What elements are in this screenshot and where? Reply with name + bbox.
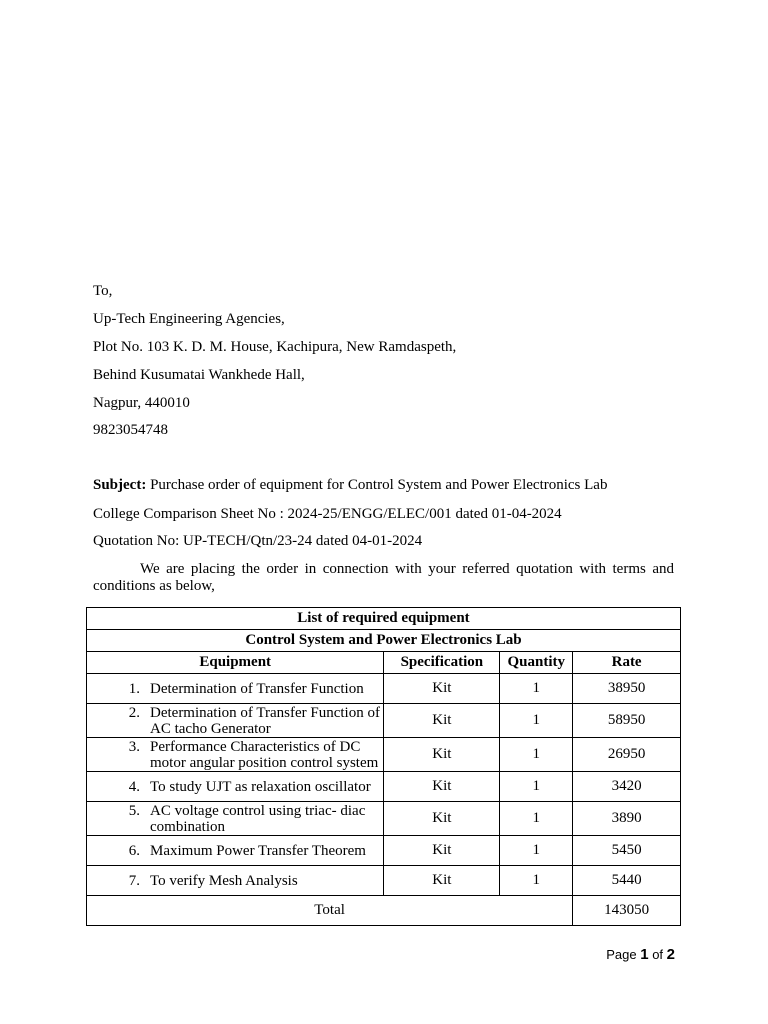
recipient-phone: 9823054748: [93, 422, 168, 438]
total-pages: 2: [666, 946, 675, 963]
column-header-equipment: Equipment: [87, 652, 384, 674]
row-equipment: AC voltage control using triac- diac combination: [150, 802, 366, 835]
row-quantity: 1: [500, 738, 573, 772]
row-number: 1.: [128, 680, 140, 697]
recipient-salutation: To,: [93, 283, 113, 299]
row-equipment: Maximum Power Transfer Theorem: [150, 842, 366, 859]
column-header-rate: Rate: [573, 652, 681, 674]
table-title: List of required equipment: [87, 608, 681, 630]
row-rate: 3420: [573, 772, 681, 802]
row-rate: 3890: [573, 802, 681, 836]
total-value: 143050: [573, 896, 681, 926]
row-rate: 26950: [573, 738, 681, 772]
row-number: 5.: [128, 802, 140, 819]
row-rate: 38950: [573, 674, 681, 704]
row-specification: Kit: [384, 802, 500, 836]
row-quantity: 1: [500, 836, 573, 866]
table-row: [87, 772, 681, 802]
table-row: [87, 836, 681, 866]
current-page: 1: [640, 946, 649, 963]
row-quantity: 1: [500, 802, 573, 836]
row-quantity: 1: [500, 866, 573, 896]
row-quantity: 1: [500, 674, 573, 704]
column-header-specification: Specification: [384, 652, 500, 674]
row-quantity: 1: [500, 704, 573, 738]
recipient-address-line1: Plot No. 103 K. D. M. House, Kachipura, New Ramdaspeth,: [93, 339, 457, 355]
row-equipment: Determination of Transfer Function of AC tacho Generator: [150, 704, 380, 737]
table-lab-name: Control System and Power Electronics Lab: [87, 630, 681, 652]
table-row: [87, 738, 681, 772]
table-row: [87, 704, 681, 738]
row-number: 4.: [128, 778, 140, 795]
body-paragraph: We are placing the order in connection with your referred quotation with terms and conditions as below,: [93, 561, 674, 594]
row-rate: 5450: [573, 836, 681, 866]
row-rate: 5440: [573, 866, 681, 896]
row-quantity: 1: [500, 772, 573, 802]
row-specification: Kit: [384, 674, 500, 704]
table-row: [87, 674, 681, 704]
column-header-quantity: Quantity: [500, 652, 573, 674]
total-row: [87, 896, 681, 926]
subject-text: Purchase order of equipment for Control System and Power Electronics Lab: [146, 477, 608, 493]
row-rate: 58950: [573, 704, 681, 738]
subject-label: Subject:: [93, 477, 147, 493]
recipient-address-line2: Behind Kusumatai Wankhede Hall,: [93, 367, 305, 383]
table-row: [87, 802, 681, 836]
row-equipment: To study UJT as relaxation oscillator: [150, 778, 371, 795]
row-specification: Kit: [384, 836, 500, 866]
row-number: 6.: [128, 842, 140, 859]
row-specification: Kit: [384, 772, 500, 802]
row-specification: Kit: [384, 704, 500, 738]
row-specification: Kit: [384, 738, 500, 772]
equipment-table: [86, 607, 681, 926]
of-word: of: [652, 947, 664, 962]
page-word: Page: [606, 947, 637, 962]
total-label: Total: [87, 896, 573, 926]
row-equipment: To verify Mesh Analysis: [150, 872, 298, 889]
row-specification: Kit: [384, 866, 500, 896]
quotation-number: Quotation No: UP-TECH/Qtn/23-24 dated 04-01-2024: [93, 533, 423, 549]
row-number: 3.: [128, 738, 140, 755]
row-equipment: Performance Characteristics of DC motor angular position control system: [150, 738, 379, 771]
comparison-sheet: College Comparison Sheet No : 2024-25/ENGG/ELEC/001 dated 01-04-2024: [93, 506, 562, 522]
subject-line: [93, 477, 607, 494]
row-number: 7.: [128, 872, 140, 889]
table-row: [87, 866, 681, 896]
recipient-company: Up-Tech Engineering Agencies,: [93, 311, 285, 327]
recipient-city: Nagpur, 440010: [93, 395, 190, 411]
row-number: 2.: [128, 704, 140, 721]
row-equipment: Determination of Transfer Function: [150, 680, 364, 697]
page-indicator: [606, 946, 675, 963]
